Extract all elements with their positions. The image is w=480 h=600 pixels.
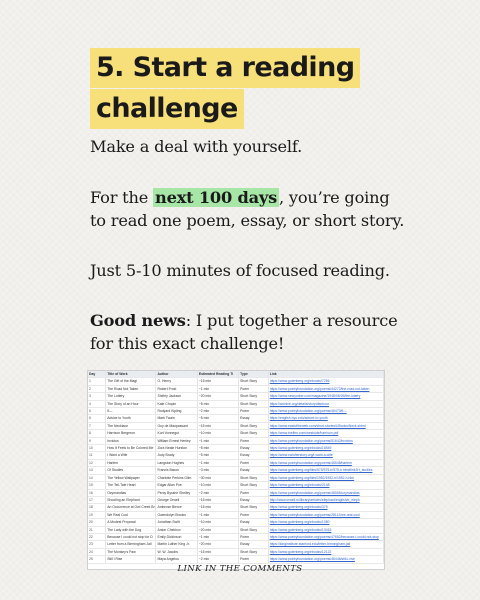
table-cell: Francis Bacon <box>156 467 197 474</box>
table-cell: Advice to Youth <box>106 415 156 422</box>
column-header: Link <box>268 371 383 378</box>
table-cell: Essay <box>239 445 269 452</box>
table-cell: Short Story <box>239 526 269 533</box>
table-row <box>88 437 384 444</box>
table-cell: ~5 min <box>197 445 238 452</box>
table-cell: Robert Frost <box>156 385 197 392</box>
table-row <box>88 445 384 452</box>
table-row <box>88 548 384 555</box>
table-cell: Short Story <box>239 482 269 489</box>
table-cell[interactable]: https://www.poetryfoundation.org/poems/46446/still-i-rise <box>268 556 383 563</box>
column-header: Author <box>156 371 197 378</box>
table-cell: ~10 min <box>197 482 238 489</box>
column-header: Title of Work <box>106 371 156 378</box>
table-cell: Short Story <box>239 548 269 555</box>
table-cell: ~20 min <box>197 541 238 548</box>
table-cell: Maya Angelou <box>156 556 197 563</box>
table-cell: 9 <box>88 437 106 444</box>
table-cell: Short Story <box>239 400 269 407</box>
table-row <box>88 541 384 548</box>
table-cell: ~2 min <box>197 489 238 496</box>
table-cell: ~1 min <box>197 511 238 518</box>
table-cell: The Yellow Wallpaper <box>106 474 156 481</box>
table-cell: Rudyard Kipling <box>156 408 197 415</box>
table-cell: 12 <box>88 459 106 466</box>
table-cell[interactable]: https://www.eastoftheweb.com/short-stories/UBooks/Neck.shtml <box>268 422 383 429</box>
table-cell: Emily Dickinson <box>156 533 197 540</box>
table-cell: Charlotte Perkins Gilm <box>156 474 197 481</box>
paragraph-challenge <box>90 186 410 232</box>
table-row <box>88 504 384 511</box>
table-row <box>88 385 384 392</box>
table-cell: ~2 min <box>197 408 238 415</box>
table-cell: Because I could not stop for D <box>106 533 156 540</box>
table-cell: O. Henry <box>156 378 197 385</box>
table-cell: William Ernest Henley <box>156 437 197 444</box>
table-cell: ~15 min <box>197 422 238 429</box>
table-cell: ~3 min <box>197 467 238 474</box>
table-cell: Mark Twain <box>156 415 197 422</box>
table-cell: Poem <box>239 459 269 466</box>
table-cell: ~15 min <box>197 378 238 385</box>
table-cell: The Story of an Hour <box>106 400 156 407</box>
table-row <box>88 459 384 466</box>
table-cell: Langston Hughes <box>156 459 197 466</box>
reading-list-table <box>88 371 384 564</box>
challenge-pre: For the <box>90 188 154 207</box>
table-cell: Short Story <box>239 422 269 429</box>
table-cell: 24 <box>88 548 106 555</box>
column-header: Estimated Reading Ti <box>197 371 238 378</box>
table-row <box>88 526 384 533</box>
table-cell: Essay <box>239 452 269 459</box>
table-cell: If— <box>106 408 156 415</box>
table-cell: ~5 min <box>197 415 238 422</box>
table-cell: Ambrose Bierce <box>156 504 197 511</box>
table-cell[interactable]: https://www.gutenberg.org/ebooks/1080 <box>268 519 383 526</box>
table-cell: Poem <box>239 437 269 444</box>
table-cell: 25 <box>88 556 106 563</box>
paragraph-good-news <box>90 309 410 355</box>
table-cell: The Tell-Tale Heart <box>106 482 156 489</box>
table-cell: Short Story <box>239 378 269 385</box>
table-cell[interactable]: https://english.byu.edu/advice-to-youth <box>268 415 383 422</box>
table-cell: ~15 min <box>197 548 238 555</box>
table-cell: Letter from a Birmingham Jail <box>106 541 156 548</box>
table-cell: The Lottery <box>106 393 156 400</box>
table-cell: ~1 min <box>197 533 238 540</box>
table-cell: 15 <box>88 482 106 489</box>
table-cell: Essay <box>239 467 269 474</box>
table-cell: ~1 min <box>197 385 238 392</box>
table-cell: The Gift of the Magi <box>106 378 156 385</box>
table-cell: Essay <box>239 415 269 422</box>
table-cell: Invictus <box>106 437 156 444</box>
table-row <box>88 533 384 540</box>
table-row <box>88 519 384 526</box>
table-cell: 6 <box>88 415 106 422</box>
table-cell: Poem <box>239 489 269 496</box>
column-header: Type <box>239 371 269 378</box>
table-cell[interactable]: https://www.newyorker.com/magazine/1948/06/26/the-lottery <box>268 393 383 400</box>
table-cell: Guy de Maupassant <box>156 422 197 429</box>
table-cell: ~5 min <box>197 452 238 459</box>
challenge-post: , you’re going to read one poem, essay, or short story. <box>90 188 405 230</box>
table-cell: Kurt Vonnegut <box>156 430 197 437</box>
table-cell[interactable]: https://www.gutenberg.org/ebooks/7256 <box>268 378 383 385</box>
table-row <box>88 378 384 385</box>
table-cell: Anton Chekhov <box>156 526 197 533</box>
table-row <box>88 422 384 429</box>
table-cell: Short Story <box>239 504 269 511</box>
table-row <box>88 467 384 474</box>
table-cell: Edgar Allan Poe <box>156 482 197 489</box>
table-cell: ~2 min <box>197 556 238 563</box>
table-cell[interactable]: https://kinginstitute.stanford.edu/letter-birmingham-jail <box>268 541 383 548</box>
table-cell: A Modest Proposal <box>106 519 156 526</box>
footer-link-note: LINK IN THE COMMENTS <box>177 564 303 574</box>
table-cell: Percy Bysshe Shelley <box>156 489 197 496</box>
good-news-rest: : I put together a resource for this exact challenge! <box>90 311 398 353</box>
table-cell: 4 <box>88 400 106 407</box>
table-cell: ~30 min <box>197 474 238 481</box>
table-row <box>88 408 384 415</box>
table-cell: 7 <box>88 422 106 429</box>
table-cell: Essay <box>239 496 269 503</box>
table-row <box>88 452 384 459</box>
table-cell[interactable]: https://www.gutenberg.org/files/1952/1952-h/1952-h.htm <box>268 474 383 481</box>
table-cell: 1 <box>88 378 106 385</box>
table-cell: Essay <box>239 519 269 526</box>
table-cell[interactable]: http://www.orwell.ru/library/articles/elephant/english/e_eleph <box>268 496 383 503</box>
heading-line-1: 5. Start a reading <box>90 48 360 88</box>
table-cell: Harrison Bergeron <box>106 430 156 437</box>
table-cell[interactable]: https://www.gutenberg.org/ebooks/16549 <box>268 445 383 452</box>
table-cell: Shooting an Elephant <box>106 496 156 503</box>
table-cell: Kate Chopin <box>156 400 197 407</box>
table-cell[interactable]: https://www.poetryfoundation.org/poems/47652/because-i-could-not-stop <box>268 533 383 540</box>
table-cell[interactable]: https://www.gutenberg.org/ebooks/12122 <box>268 548 383 555</box>
table-cell: ~1 min <box>197 459 238 466</box>
table-cell: Short Story <box>239 474 269 481</box>
table-cell: ~5 min <box>197 400 238 407</box>
table-row <box>88 556 384 563</box>
table-cell: Zora Neale Hurston <box>156 445 197 452</box>
table-cell: 10 <box>88 445 106 452</box>
table-cell[interactable]: https://www.poetryfoundation.org/poems/28112/we-real-cool <box>268 511 383 518</box>
table-cell: Poem <box>239 556 269 563</box>
table-cell: 3 <box>88 393 106 400</box>
table-cell: ~1 min <box>197 437 238 444</box>
table-cell: Of Studies <box>106 467 156 474</box>
table-cell: Gwendolyn Brooks <box>156 511 197 518</box>
table-cell: Poem <box>239 533 269 540</box>
table-cell: Ozymandias <box>106 489 156 496</box>
heading-line-2: challenge <box>90 89 244 129</box>
spreadsheet-screenshot <box>87 370 385 570</box>
table-cell[interactable]: https://www.gutenberg.org/ebooks/2148 <box>268 482 383 489</box>
table-row <box>88 482 384 489</box>
paragraph-minutes: Just 5-10 minutes of focused reading. <box>90 261 390 280</box>
table-cell: Poem <box>239 511 269 518</box>
table-cell: An Occurrence at Owl Creek Br <box>107 505 155 510</box>
table-cell: The Road Not Taken <box>106 385 156 392</box>
table-cell: We Real Cool <box>106 511 156 518</box>
good-news-label: Good news <box>90 311 186 330</box>
table-cell: ~15 min <box>197 496 238 503</box>
table-cell: Harlem <box>106 459 156 466</box>
table-cell: The Necklace <box>106 422 156 429</box>
table-cell[interactable]: https://archive.org/details/storyofanhour <box>268 400 383 407</box>
table-cell: ~10 min <box>197 519 238 526</box>
table-cell: 8 <box>88 430 106 437</box>
table-cell[interactable]: https://www.gutenberg.org/ebooks/375 <box>268 504 383 511</box>
table-cell: Poem <box>239 408 269 415</box>
table-row <box>88 430 384 437</box>
table-row <box>88 511 384 518</box>
table-row <box>88 496 384 503</box>
table-cell: 16 <box>88 489 106 496</box>
table-row <box>88 393 384 400</box>
table-cell: The Lady with the Dog <box>106 526 156 533</box>
table-cell: George Orwell <box>156 496 197 503</box>
highlight-next-100-days: next 100 days <box>155 188 278 207</box>
table-cell: 21 <box>88 526 106 533</box>
table-row <box>88 474 384 481</box>
table-cell: 20 <box>88 519 106 526</box>
table-cell: ~10 min <box>197 430 238 437</box>
table-cell: Short Story <box>239 393 269 400</box>
table-row <box>88 400 384 407</box>
paragraph-deal: Make a deal with yourself. <box>90 137 303 156</box>
table-cell: 2 <box>88 385 106 392</box>
table-cell: I Want a Wife <box>106 452 156 459</box>
table-cell: Shirley Jackson <box>156 393 197 400</box>
column-header: Day <box>88 371 106 378</box>
table-cell[interactable]: https://www.tnellen.com/westside/harrison.pdf <box>268 430 383 437</box>
table-cell[interactable]: https://www.poetryfoundation.org/poems/46548/harlem <box>268 459 383 466</box>
table-cell[interactable]: https://www.poetryfoundation.org/poems/46565/ozymandias <box>268 489 383 496</box>
table-cell: Jonathan Swift <box>156 519 197 526</box>
table-cell[interactable]: https://www.gutenberg.org/files/575/575-h/575-h.htm#link2H_studies <box>268 467 383 474</box>
table-cell: How It Feels to Be Colored Me <box>106 445 156 452</box>
table-cell: 23 <box>88 541 106 548</box>
table-cell: Essay <box>239 541 269 548</box>
table-cell[interactable]: https://www.gutenberg.org/ebooks/13415 <box>268 526 383 533</box>
table-cell: ~20 min <box>197 393 238 400</box>
table-cell: The Monkey's Paw <box>106 548 156 555</box>
table-cell: ~20 min <box>197 526 238 533</box>
table-cell: Martin Luther King Jr. <box>156 541 197 548</box>
table-header-row <box>88 371 384 378</box>
table-cell: Still I Rise <box>106 556 156 563</box>
table-cell: W. W. Jacobs <box>156 548 197 555</box>
table-cell[interactable]: https://www.poetryfoundation.org/poems/44272/the-road-not-taken <box>268 385 383 392</box>
table-cell[interactable]: https://www.poetryfoundation.org/poems/51642/invictus <box>268 437 383 444</box>
table-cell[interactable]: https://www.cwluherstory.org/i-want-a-wife <box>268 452 383 459</box>
table-cell: 13 <box>88 467 106 474</box>
table-cell: 22 <box>88 533 106 540</box>
table-row <box>88 415 384 422</box>
heading <box>90 48 360 130</box>
table-cell: Short Story <box>239 430 269 437</box>
table-cell: 19 <box>88 511 106 518</box>
table-cell: 11 <box>88 452 106 459</box>
table-cell: Judy Brady <box>156 452 197 459</box>
table-cell: 17 <box>88 496 106 503</box>
table-cell: 5 <box>88 408 106 415</box>
table-row <box>88 489 384 496</box>
table-cell: ~15 min <box>197 504 238 511</box>
table-cell: Poem <box>239 385 269 392</box>
table-cell: 18 <box>88 504 106 511</box>
table-cell[interactable]: https://www.poetryfoundation.org/poems/46473/if--- <box>268 408 383 415</box>
table-cell: 14 <box>88 474 106 481</box>
